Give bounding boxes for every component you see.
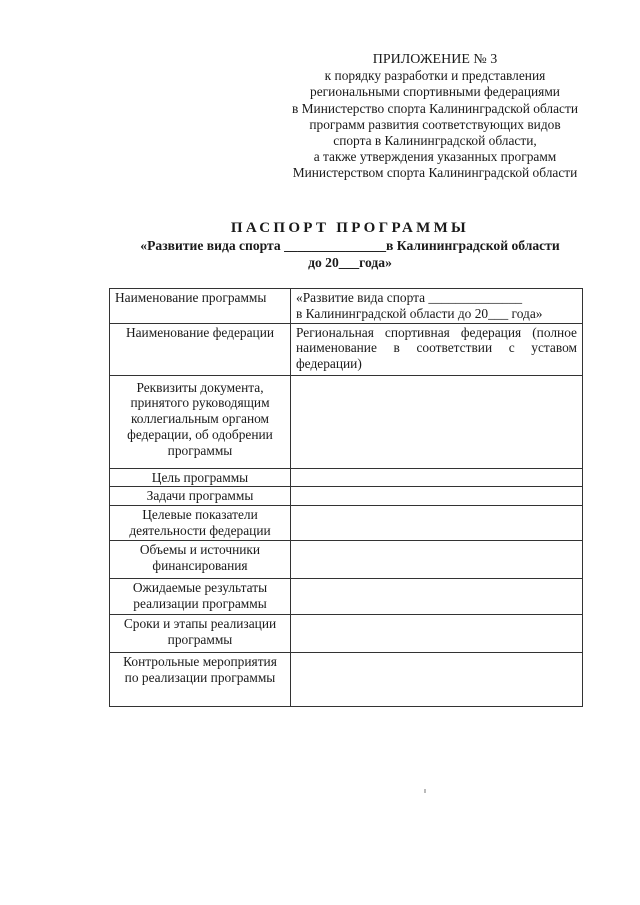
row-label: Наименование программы — [110, 289, 291, 324]
row-label: Целевые показатели деятельности федерации — [110, 506, 291, 541]
appendix-line: Министерством спорта Калининградской области — [292, 165, 578, 181]
row-value — [291, 375, 583, 468]
table-row — [110, 652, 583, 706]
row-label: Цель программы — [110, 468, 291, 487]
row-value — [291, 652, 583, 706]
row-label: Наименование федерации — [110, 323, 291, 375]
row-value-line: в Калининградской области до 20___ года» — [296, 305, 543, 321]
row-value — [291, 487, 583, 506]
program-year-line: до 20___года» — [308, 255, 392, 270]
table-row — [110, 323, 583, 375]
passport-heading: ПАСПОРТ ПРОГРАММЫ — [230, 220, 470, 236]
program-name-line: «Развитие вида спорта _______________в Калининградской области — [140, 238, 560, 253]
row-label: Ожидаемые результаты реализации программы — [110, 578, 291, 614]
passport-table — [109, 288, 583, 707]
appendix-number: ПРИЛОЖЕНИЕ № 3 — [372, 52, 498, 67]
row-value — [291, 323, 583, 375]
row-value — [291, 289, 583, 324]
row-value — [291, 506, 583, 541]
table-row — [110, 468, 583, 487]
row-label: Сроки и этапы реализации программы — [110, 614, 291, 652]
row-value — [291, 614, 583, 652]
appendix-line: в Министерство спорта Калининградской области — [291, 100, 579, 116]
row-value-line: «Развитие вида спорта ______________ — [296, 290, 523, 305]
scan-speck — [424, 789, 426, 793]
table-row — [110, 487, 583, 506]
table-row — [110, 375, 583, 468]
row-value — [291, 468, 583, 487]
appendix-header — [255, 52, 615, 182]
appendix-line: к порядку разработки и представления — [324, 68, 546, 84]
appendix-line: программ развития соответствующих видов — [309, 116, 561, 132]
row-label: Реквизиты документа, принятого руководящим коллегиальным органом федерации, об одобрении программы — [110, 375, 291, 468]
row-label: Контрольные мероприятия по реализации программы — [110, 652, 291, 706]
document-title — [110, 219, 590, 271]
table-row — [110, 540, 583, 578]
appendix-line: а также утверждения указанных программ — [313, 149, 557, 165]
row-label: Объемы и источники финансирования — [110, 540, 291, 578]
table-row — [110, 506, 583, 541]
row-value — [291, 540, 583, 578]
row-value — [291, 578, 583, 614]
table-row — [110, 578, 583, 614]
row-label: Задачи программы — [110, 487, 291, 506]
table-row — [110, 289, 583, 324]
table-row — [110, 614, 583, 652]
appendix-line: региональными спортивными федерациями — [310, 84, 560, 100]
row-value-text: Региональная спортивная федерация (полное наименование в соответствии с уставом федерации) — [296, 324, 577, 372]
appendix-line: спорта в Калининградской области, — [333, 133, 537, 149]
